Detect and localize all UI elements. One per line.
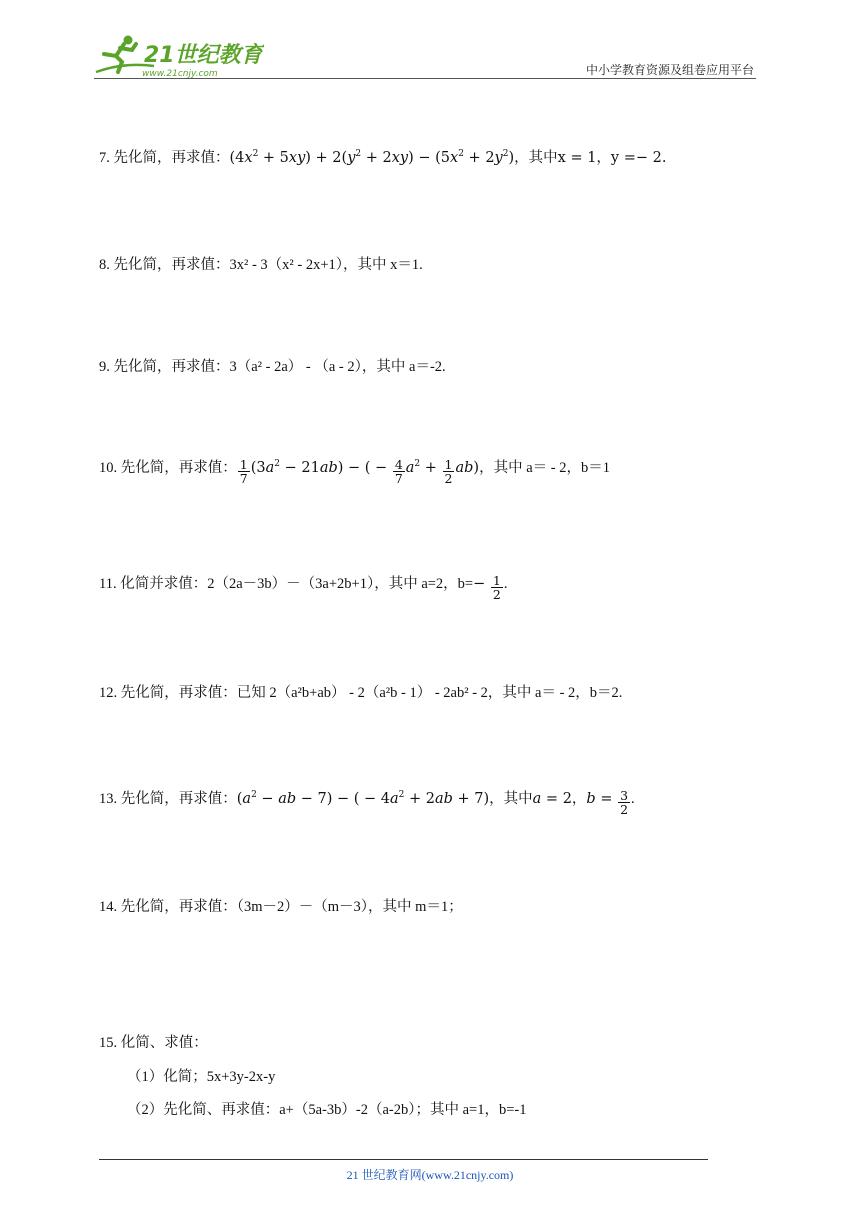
- math-expression: $(4x^2 + 5xy) + 2(y^2 + 2xy) - (5x^2 + 2y^2)$: [229, 149, 515, 166]
- svg-text:www.21cnjy.com: www.21cnjy.com: [142, 69, 218, 78]
- question-15-part-2: （2）先化简、再求值：a+（5a-3b）-2（a-2b）；其中 a=1，b=-1: [127, 1102, 527, 1118]
- question-9: [99, 355, 446, 376]
- math-expression: − $\frac{1}{2}$: [473, 573, 501, 602]
- question-text: 先化简，再求值：3x² - 3（x² - 2x+1），其中 x＝1.: [113, 257, 423, 273]
- question-text: 先化简，再求值：3（a² - 2a） - （a - 2），其中 a＝-2.: [113, 359, 446, 375]
- question-11: [99, 572, 507, 601]
- question-number: 13.: [99, 791, 118, 807]
- question-number: 10.: [99, 460, 118, 476]
- question-tail: ，其中 a＝ - 2，b＝1: [479, 460, 610, 476]
- question-prefix: 先化简，再求值：: [120, 460, 237, 476]
- footer-link[interactable]: 21 世纪教育网(www.21cnjy.com): [346, 1168, 514, 1182]
- question-prefix: 先化简，再求值：: [120, 791, 237, 807]
- question-15: [99, 1031, 208, 1052]
- header-tagline: 中小学教育资源及组卷应用平台: [585, 63, 754, 77]
- question-number: 8.: [99, 257, 110, 273]
- question-number: 14.: [99, 899, 118, 915]
- question-10: [99, 456, 610, 485]
- question-prefix: 先化简，再求值：: [113, 150, 230, 166]
- math-expression: ($a^2$ − ab − 7) − ( − $4a^2 + 2ab + 7$): [236, 790, 490, 807]
- page-header: [94, 30, 756, 80]
- question-12: [99, 681, 622, 702]
- math-expression: $\frac{1}{7}$ $(3a^2 - 21ab)$ − ( − $\frac{4}{7}$ $a^2$ + $\frac{1}{2}$ ab): [239, 457, 480, 486]
- condition-expression: a = 2，b = $\frac{3}{2}$: [532, 788, 629, 817]
- svg-text:21世纪教育: 21世纪教育: [144, 43, 263, 68]
- question-number: 12.: [99, 685, 118, 701]
- question-number: 7.: [99, 150, 110, 166]
- logo-21cnjy: [94, 32, 264, 78]
- question-7: [99, 146, 666, 167]
- question-number: 15.: [99, 1035, 118, 1051]
- question-15-part-1: （1）化简；5x+3y-2x-y: [127, 1069, 276, 1085]
- question-tail: ，其中: [514, 150, 558, 166]
- header-divider: [94, 78, 756, 79]
- question-number: 9.: [99, 359, 110, 375]
- question-8: [99, 253, 423, 274]
- question-14: [99, 895, 463, 916]
- question-text: 先化简，再求值：已知 2（a²b+ab） - 2（a²b - 1） - 2ab² - 2，其中 a＝ - 2，b＝2.: [120, 685, 623, 701]
- question-prefix: 化简并求值：2（2a－3b）－（3a+2b+1），其中 a=2，b=: [120, 576, 474, 592]
- question-tail-end: .: [631, 791, 635, 807]
- condition-expression: x = 1，y =− 2.: [557, 150, 667, 166]
- question-tail: ，其中: [489, 791, 533, 807]
- question-tail: .: [503, 576, 508, 592]
- question-text: 先化简，再求值：（3m－2）－（m－3），其中 m＝1；: [120, 899, 463, 915]
- question-13: [99, 787, 635, 816]
- question-text: 化简、求值：: [120, 1035, 208, 1051]
- footer-divider: [99, 1159, 708, 1160]
- question-number: 11.: [99, 576, 117, 592]
